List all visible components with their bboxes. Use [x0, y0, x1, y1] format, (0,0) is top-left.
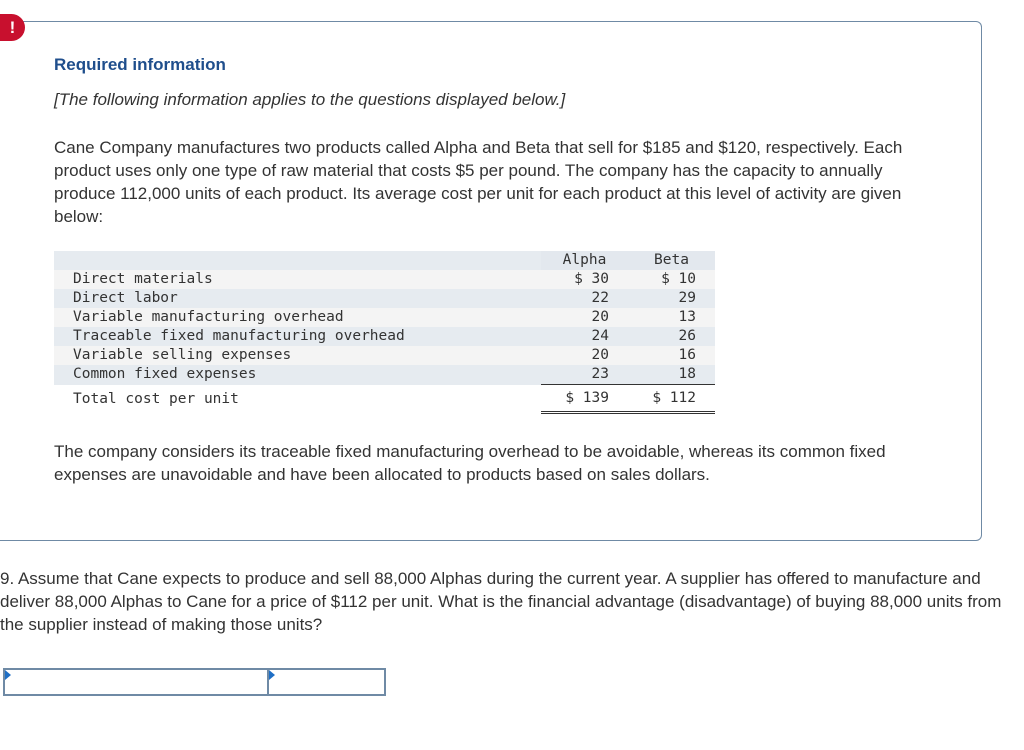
row-label: Traceable fixed manufacturing overhead	[73, 328, 405, 344]
total-row	[54, 385, 715, 413]
table-row	[54, 270, 715, 289]
required-info-subtitle: [The following information applies to the questions displayed below.]	[54, 90, 566, 109]
required-info-title: Required information	[54, 55, 226, 74]
row-label: Variable selling expenses	[73, 347, 292, 363]
alpha-value: 20	[591, 347, 609, 363]
table-row	[54, 289, 715, 308]
question-text: 9. Assume that Cane expects to produce and sell 88,000 Alphas during the current year. A supplier has offered to manufacture and deliver 88,000 Alphas to Cane for a price of $112 per unit. What is the financial advantage (disadvantage) of buying 88,000 units from the supplier instead of making those units?	[0, 569, 1002, 634]
beta-value: 13	[678, 309, 696, 325]
beta-value: 29	[678, 290, 696, 306]
dropdown-marker-icon	[5, 670, 11, 680]
alpha-value: 22	[591, 290, 609, 306]
alpha-value: 20	[591, 309, 609, 325]
total-beta: $ 112	[628, 385, 715, 413]
header-beta: Beta	[628, 251, 715, 270]
alpha-value: 24	[591, 328, 609, 344]
alert-icon: !	[0, 14, 25, 41]
table-row	[54, 365, 715, 385]
row-label: Direct labor	[73, 290, 178, 306]
table-row	[54, 327, 715, 346]
dropdown-marker-icon	[269, 670, 275, 680]
beta-value: 26	[678, 328, 696, 344]
answer-amount-input[interactable]	[269, 668, 386, 696]
cost-table	[54, 251, 715, 414]
table-row	[54, 346, 715, 365]
total-alpha: $ 139	[541, 385, 628, 413]
alpha-value: 23	[541, 365, 628, 385]
header-blank	[54, 251, 541, 270]
avoidability-note: The company considers its traceable fixed manufacturing overhead to be avoidable, whereas its common fixed expenses are unavoidable and have been allocated to products based on sales dollars.	[54, 442, 886, 484]
row-label: Variable manufacturing overhead	[73, 309, 344, 325]
answer-dropdown[interactable]	[3, 668, 269, 696]
table-row	[54, 308, 715, 327]
total-label: Total cost per unit	[73, 390, 239, 407]
row-label: Common fixed expenses	[73, 366, 257, 383]
beta-value: 18	[628, 365, 715, 385]
answer-row	[3, 668, 386, 696]
beta-value: 16	[678, 347, 696, 363]
header-alpha: Alpha	[541, 251, 628, 270]
row-label: Direct materials	[73, 271, 213, 287]
beta-value: $ 10	[661, 271, 696, 287]
alpha-value: $ 30	[574, 271, 609, 287]
cost-table-header	[54, 251, 715, 270]
problem-description: Cane Company manufactures two products called Alpha and Beta that sell for $185 and $120, respectively. Each product uses only one type of raw material that costs $5 per pound. The company has the capacity to annually produce 112,000 units of each product. Its average cost per unit for each product at this level of activity are given below:	[54, 138, 903, 226]
